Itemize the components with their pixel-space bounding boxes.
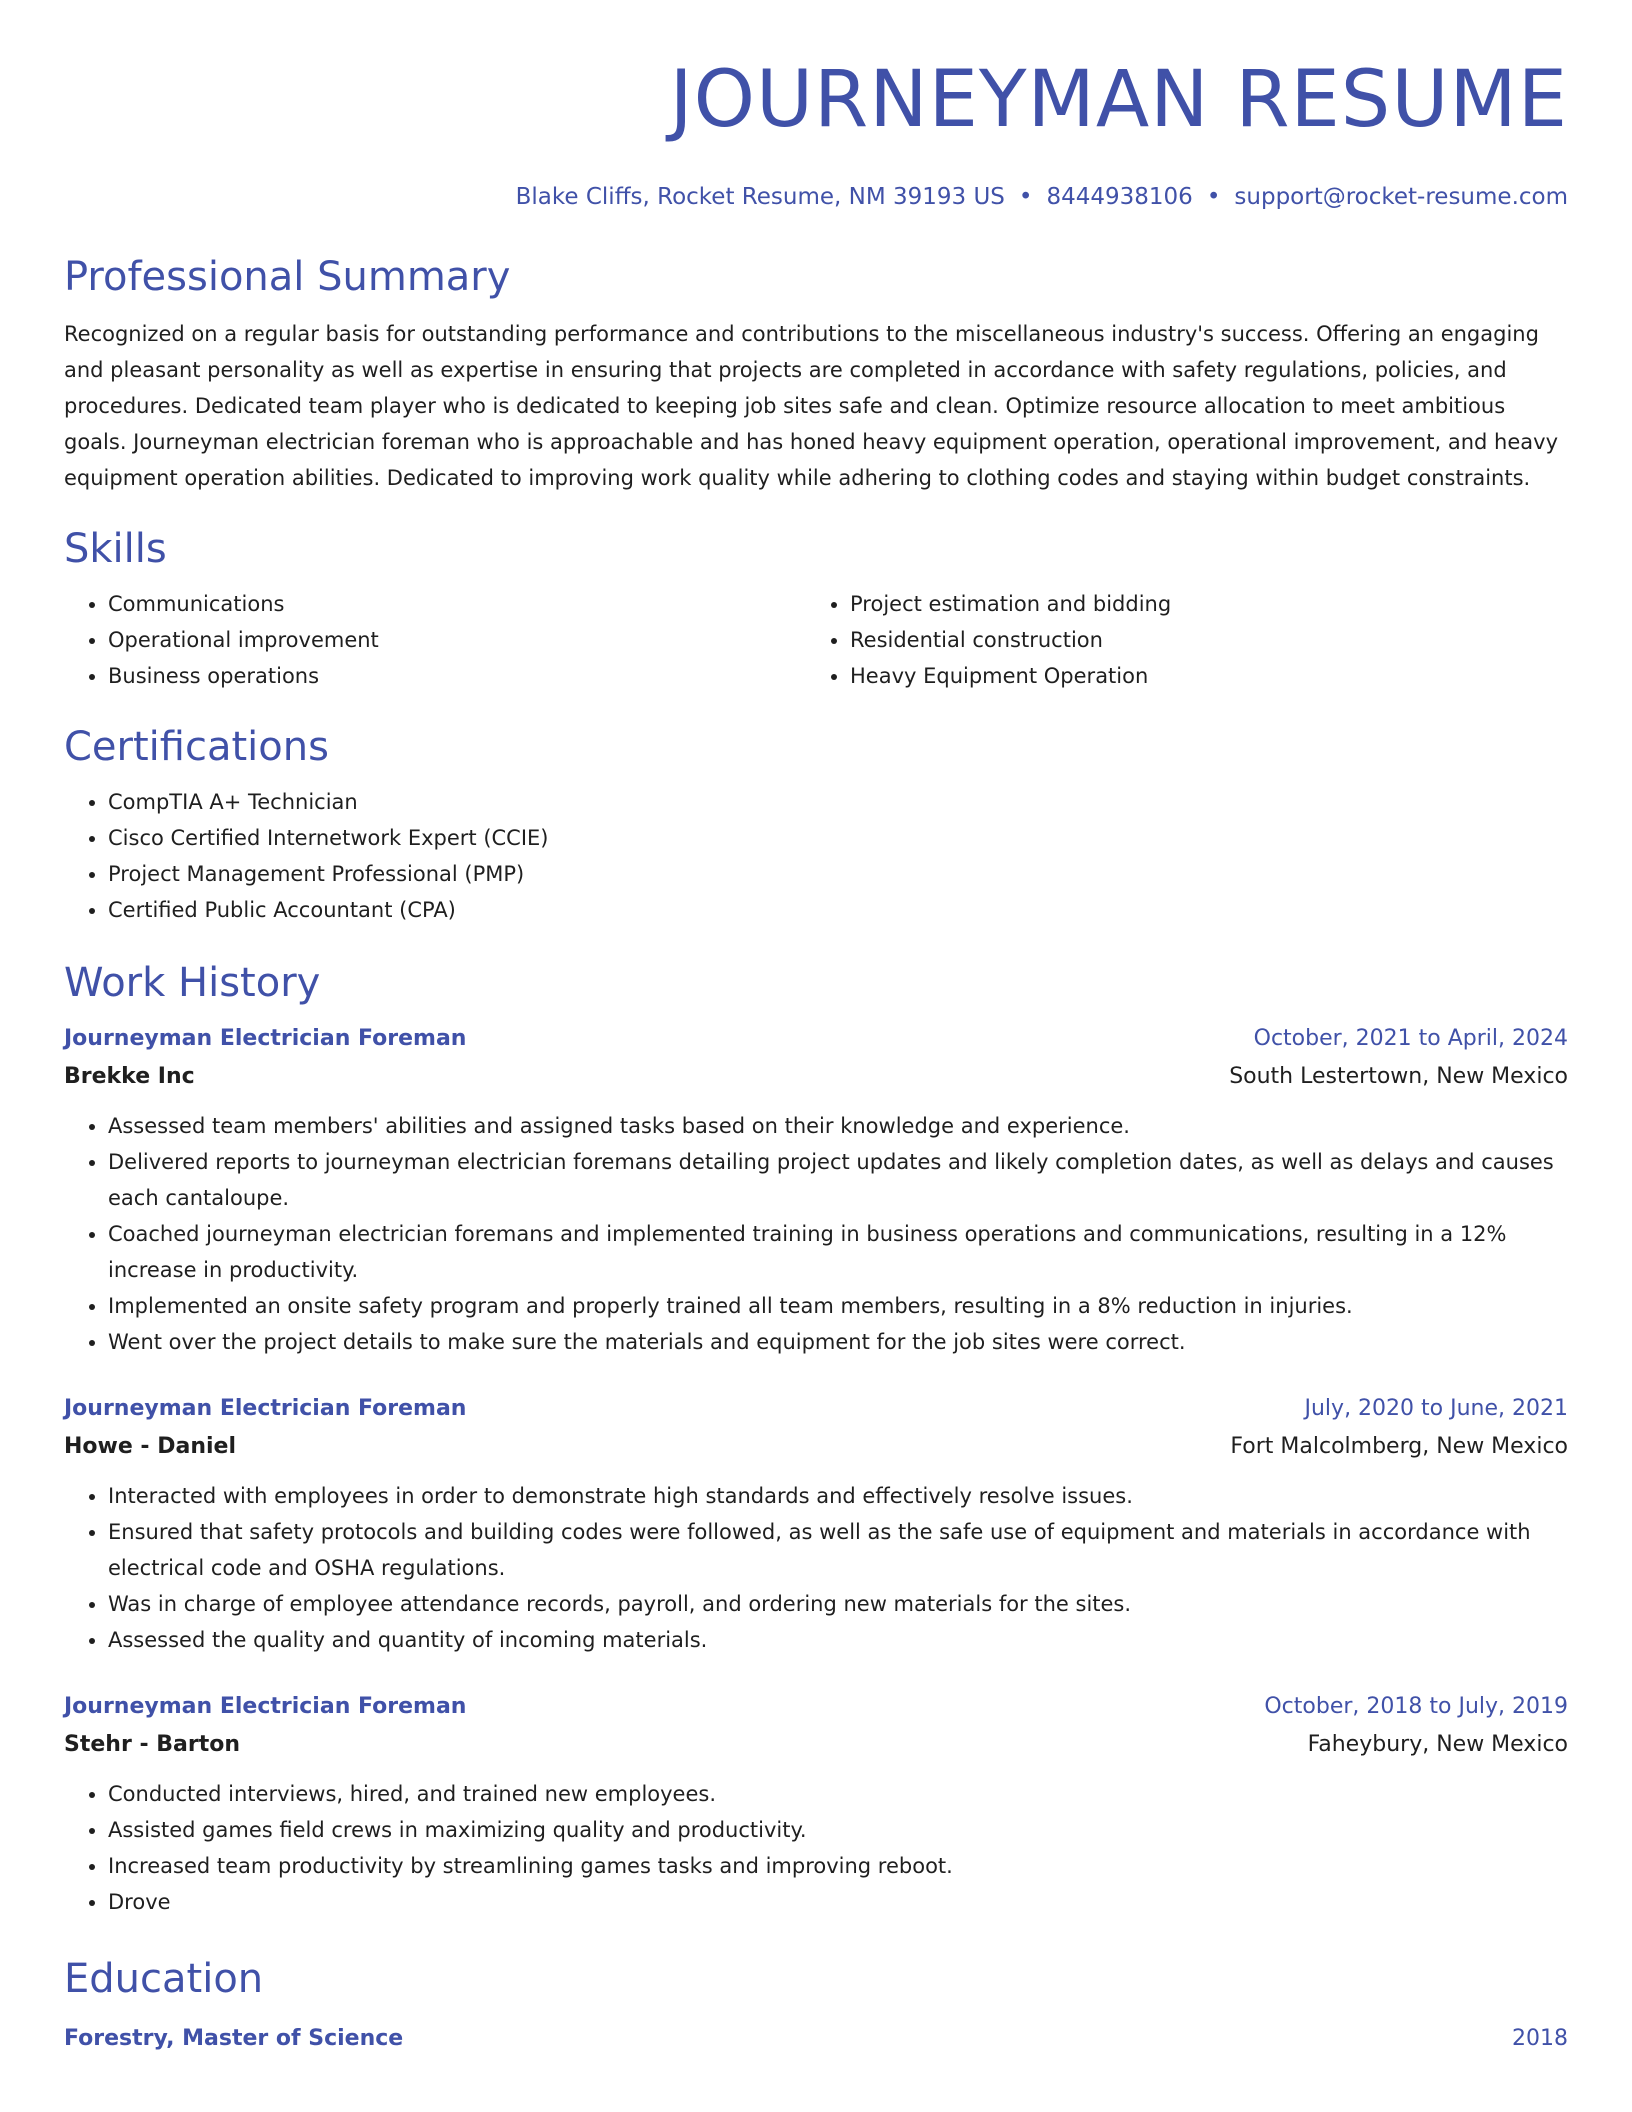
skill-item: • Project estimation and bidding [850, 586, 1548, 622]
skills-list-left [64, 586, 806, 694]
skill-item: • Operational improvement [108, 622, 806, 658]
job-dates: October, 2018 to July, 2019 [1264, 1694, 1568, 1719]
skill-item: • Business operations [108, 658, 806, 694]
skills-column-left [64, 586, 806, 694]
job-bullet: • Coached journeyman electrician foremans and implemented training in business operations and communications, resulting in a 12% increase in productivity. [108, 1216, 1568, 1288]
job-bullet: • Assessed the quality and quantity of incoming materials. [108, 1622, 1568, 1658]
job-company: Brekke Inc [64, 1064, 195, 1089]
job-bullet: • Was in charge of employee attendance records, payroll, and ordering new materials for the sites. [108, 1586, 1568, 1622]
certification-item: • CompTIA A+ Technician [108, 784, 1568, 820]
job-bullet: • Increased team productivity by streamlining games tasks and improving reboot. [108, 1848, 1568, 1884]
education-row [64, 2020, 1568, 2058]
job-bullets [64, 1478, 1568, 1658]
job-bullet: • Assisted games field crews in maximizing quality and productivity. [108, 1812, 1568, 1848]
contact-email[interactable]: support@rocket-resume.com [1234, 184, 1568, 210]
certification-item: • Project Management Professional (PMP) [108, 856, 1568, 892]
job-entry [64, 1390, 1568, 1658]
job-dates: July, 2020 to June, 2021 [1304, 1396, 1568, 1421]
certifications-list [64, 784, 1568, 928]
skill-item: • Residential construction [850, 622, 1548, 658]
job-bullet: • Implemented an onsite safety program and properly trained all team members, resulting in a 8% reduction in injuries. [108, 1288, 1568, 1324]
job-title: Journeyman Electrician Foreman [64, 1694, 467, 1719]
skills-grid [64, 586, 1568, 694]
job-bullet: • Delivered reports to journeyman electrician foremans detailing project updates and likely completion dates, as well as delays and causes each cantaloupe. [108, 1144, 1568, 1216]
job-bullets [64, 1108, 1568, 1360]
certifications-heading: Certifications [64, 724, 329, 770]
education-year: 2018 [1512, 2026, 1568, 2051]
job-bullets [64, 1776, 1568, 1920]
job-entry [64, 1688, 1568, 1920]
job-header-row [64, 1688, 1568, 1726]
job-location: Fort Malcolmberg, New Mexico [1230, 1434, 1568, 1459]
education-heading: Education [64, 1956, 264, 2002]
job-company-row [64, 1428, 1568, 1466]
contact-phone: 8444938106 [1046, 184, 1193, 210]
skills-column-right [806, 586, 1548, 694]
skills-heading: Skills [64, 526, 167, 572]
contact-address: Blake Cliffs, Rocket Resume, NM 39193 US [515, 184, 1005, 210]
contact-separator: • [1018, 184, 1033, 210]
job-bullet: • Interacted with employees in order to demonstrate high standards and effectively resolve issues. [108, 1478, 1568, 1514]
summary-heading: Professional Summary [64, 254, 511, 300]
summary-text: Recognized on a regular basis for outstanding performance and contributions to the miscellaneous industry's success. Offering an engaging and pleasant personality as well as expertise in ensuring that projects are completed in accordance with safety regulations, policies, and procedures. Dedicated team player who is dedicated to keeping job sites safe and clean. Optimize resource allocation to meet ambitious goals. Journeyman electrician foreman who is approachable and has honed heavy equipment operation, operational improvement, and heavy equipment operation abilities. Dedicated to improving work quality while adhering to clothing codes and staying within budget constraints. [64, 322, 1559, 490]
skill-item: • Heavy Equipment Operation [850, 658, 1548, 694]
certification-item: • Cisco Certified Internetwork Expert (CCIE) [108, 820, 1568, 856]
resume-title: JOURNEYMAN RESUME [669, 55, 1568, 145]
job-dates: October, 2021 to April, 2024 [1253, 1026, 1568, 1051]
job-location: Faheybury, New Mexico [1307, 1732, 1568, 1757]
job-title: Journeyman Electrician Foreman [64, 1026, 467, 1051]
job-company: Stehr - Barton [64, 1732, 240, 1757]
job-entry [64, 1020, 1568, 1360]
contact-separator: • [1206, 184, 1221, 210]
job-company-row [64, 1058, 1568, 1096]
job-bullet: • Ensured that safety protocols and building codes were followed, as well as the safe use of equipment and materials in accordance with electrical code and OSHA regulations. [108, 1514, 1568, 1586]
job-location: South Lestertown, New Mexico [1229, 1064, 1568, 1089]
job-header-row [64, 1020, 1568, 1058]
certification-item: • Certified Public Accountant (CPA) [108, 892, 1568, 928]
job-bullet: • Assessed team members' abilities and assigned tasks based on their knowledge and experience. [108, 1108, 1568, 1144]
job-bullet: • Conducted interviews, hired, and trained new employees. [108, 1776, 1568, 1812]
skills-list-right [806, 586, 1548, 694]
skill-item: • Communications [108, 586, 806, 622]
contact-line [64, 182, 1568, 212]
work-history-heading: Work History [64, 960, 321, 1006]
education-degree: Forestry, Master of Science [64, 2026, 404, 2051]
job-company-row [64, 1726, 1568, 1764]
job-company: Howe - Daniel [64, 1434, 236, 1459]
job-header-row [64, 1390, 1568, 1428]
job-title: Journeyman Electrician Foreman [64, 1396, 467, 1421]
job-bullet: • Went over the project details to make sure the materials and equipment for the job sites were correct. [108, 1324, 1568, 1360]
job-bullet: • Drove [108, 1884, 1568, 1920]
